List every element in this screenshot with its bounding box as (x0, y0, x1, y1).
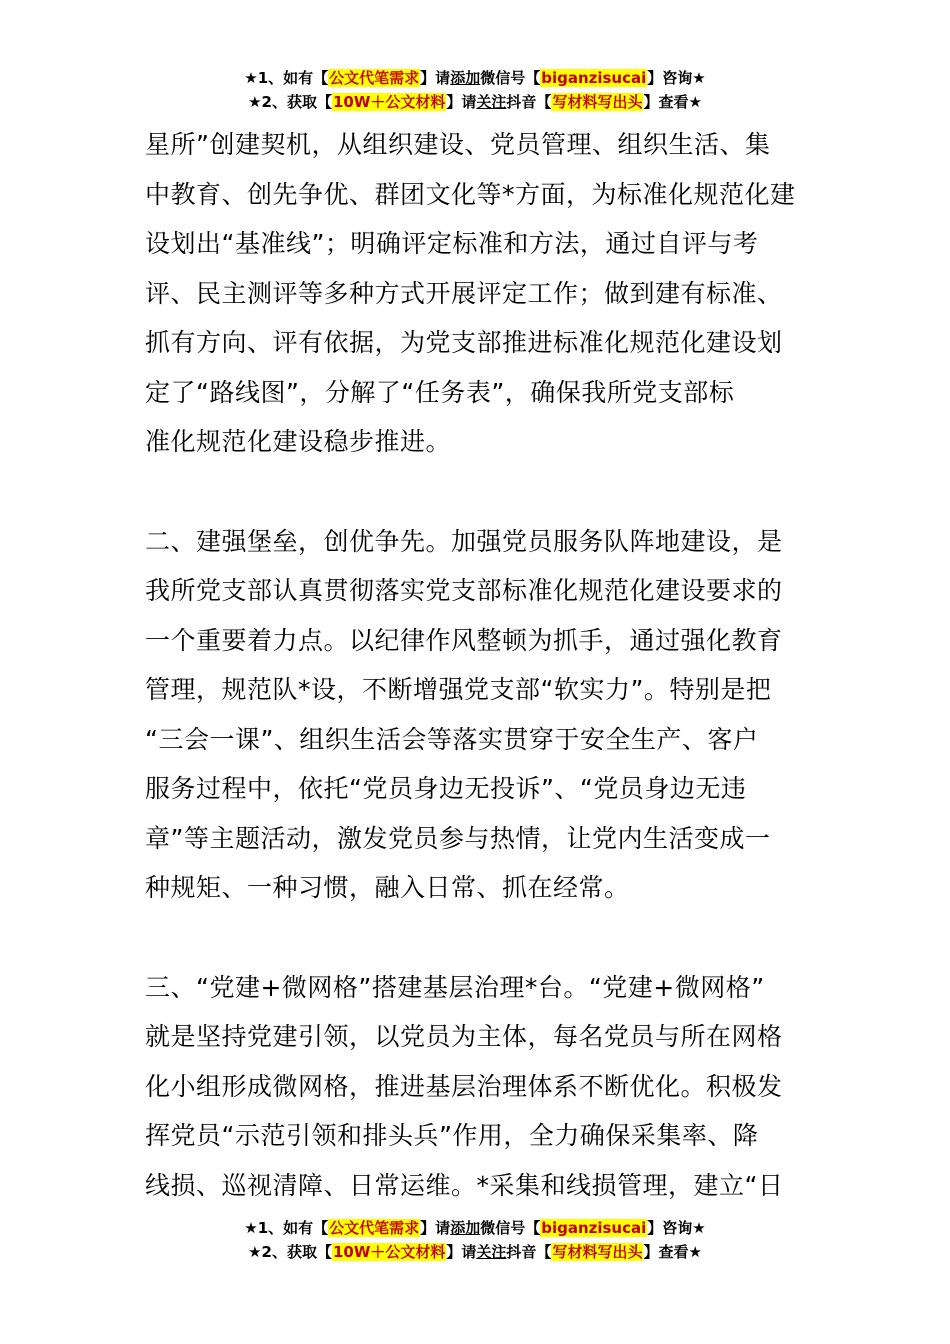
text-line: 我所党支部认真贯彻落实党支部标准化规范化建设要求的 (145, 576, 783, 605)
document-body (145, 120, 810, 1210)
header-banner (0, 66, 950, 114)
banner-text: ★1、如有【 (244, 1219, 329, 1237)
footer-banner (0, 1216, 950, 1264)
banner-highlight: 写材料写出头 (552, 93, 643, 111)
banner-highlight: 10W＋公文材料 (332, 93, 446, 111)
paragraph-1 (145, 120, 810, 467)
banner-text: 】请 (420, 69, 451, 87)
banner-text: 】请 (446, 1243, 477, 1261)
text-line: 管理，规范队*设，不断增强党支部“软实力”。特别是把 (145, 675, 772, 704)
banner-text: 微信号【 (480, 69, 541, 87)
paragraph-gap (145, 913, 810, 963)
text-line: 种规矩、一种习惯，融入日常、抓在经常。 (145, 873, 630, 902)
banner-emphasis: 关注 (476, 1243, 507, 1261)
banner-highlight: 公文代笔需求 (329, 69, 420, 87)
banner-text: 抖音【 (506, 1243, 552, 1261)
banner-text: 】查看★ (643, 93, 702, 111)
text-line: 二、建强堡垒，创优争先。加强党员服务队阵地建设，是 (145, 526, 783, 556)
text-line: 章”等主题活动，激发党员参与热情，让党内生活变成一 (145, 823, 771, 853)
banner-highlight: 公文代笔需求 (329, 1219, 420, 1237)
text-line: 设划出“基准线”；明确评定标准和方法，通过自评与考 (145, 229, 759, 258)
text-line: 就是坚持党建引领，以党员为主体，每名党员与所在网格 (145, 1022, 783, 1051)
banner-highlight: biganzisucai (541, 69, 647, 87)
paragraph-gap (145, 467, 810, 517)
banner-line-2 (0, 1240, 950, 1264)
banner-text: 】查看★ (643, 1243, 702, 1261)
banner-line-1 (0, 1216, 950, 1240)
banner-highlight: biganzisucai (541, 1219, 647, 1237)
text-line: 挥党员“示范引领和排头兵”作用，全力确保采集率、降 (145, 1121, 759, 1150)
banner-text: 】请 (446, 93, 477, 111)
banner-emphasis: 添加 (450, 69, 481, 87)
banner-emphasis: 关注 (476, 93, 507, 111)
banner-line-2 (0, 90, 950, 114)
banner-text: 微信号【 (480, 1219, 541, 1237)
text-line: 三、“党建+微网格”搭建基层治理*台。“党建+微网格” (145, 972, 765, 1002)
text-line: 星所”创建契机，从组织建设、党员管理、组织生活、集 (145, 130, 771, 159)
banner-text: ★1、如有【 (244, 69, 329, 87)
banner-text: 抖音【 (506, 93, 552, 111)
banner-line-1 (0, 66, 950, 90)
text-line: 中教育、创先争优、群团文化等*方面，为标准化规范化建 (145, 179, 796, 209)
text-line: 准化规范化建设稳步推进。 (145, 427, 452, 456)
paragraph-3 (145, 963, 810, 1211)
text-line: 一个重要着力点。以纪律作风整顿为抓手，通过强化教育 (145, 625, 783, 655)
banner-highlight: 写材料写出头 (552, 1243, 643, 1261)
text-line: 服务过程中，依托“党员身边无投诉”、“党员身边无违 (145, 774, 747, 803)
paragraph-2 (145, 517, 810, 913)
text-line: 化小组形成微网格，推进基层治理体系不断优化。积极发 (145, 1071, 783, 1101)
banner-emphasis: 添加 (450, 1219, 481, 1237)
text-line: “三会一课”、组织生活会等落实贯穿于安全生产、客户 (145, 724, 759, 754)
text-line: 评、民主测评等多种方式开展评定工作；做到建有标准、 (145, 278, 783, 308)
text-line: 线损、巡视清障、日常运维。*采集和线损管理，建立“日 (145, 1170, 784, 1200)
text-line: 定了“路线图”，分解了“任务表”，确保我所党支部标 (145, 377, 735, 407)
text-line: 抓有方向、评有依据，为党支部推进标准化规范化建设划 (145, 328, 783, 357)
banner-text: ★2、获取【 (248, 1243, 332, 1261)
banner-highlight: 10W＋公文材料 (332, 1243, 446, 1261)
banner-text: 】请 (420, 1219, 451, 1237)
banner-text: 】咨询★ (647, 1219, 706, 1237)
banner-text: 】咨询★ (647, 69, 706, 87)
banner-text: ★2、获取【 (248, 93, 332, 111)
